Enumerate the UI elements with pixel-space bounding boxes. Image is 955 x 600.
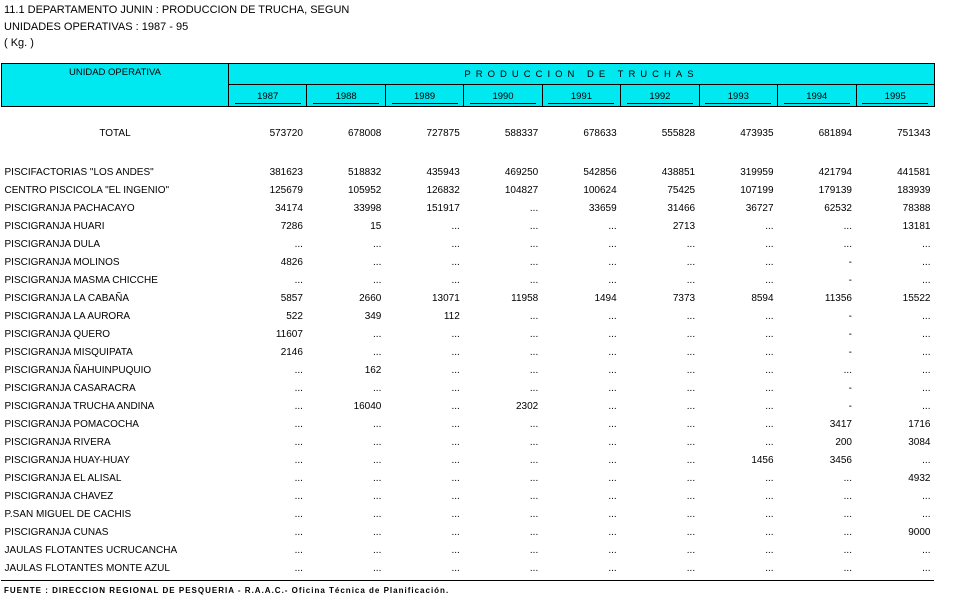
row-value: ... bbox=[686, 418, 696, 430]
row-value: 678633 bbox=[583, 127, 617, 139]
row-value: ... bbox=[765, 382, 774, 394]
row-value: 438851 bbox=[661, 166, 696, 178]
row-label: CENTRO PISCICOLA "EL INGENIO" bbox=[4, 184, 170, 196]
row-value: ... bbox=[608, 418, 617, 430]
row-label: PISCIGRANJA CUNAS bbox=[4, 526, 109, 538]
row-value: ... bbox=[765, 418, 774, 430]
row-value: ... bbox=[608, 526, 617, 538]
row-label: PISCIGRANJA HUAY-HUAY bbox=[4, 454, 130, 466]
row-value: ... bbox=[529, 418, 539, 430]
row-value: ... bbox=[294, 418, 303, 430]
row-value: 100624 bbox=[583, 184, 617, 196]
row-value: ... bbox=[373, 454, 382, 466]
row-value: ... bbox=[686, 508, 696, 520]
row-value: ... bbox=[765, 400, 774, 412]
year-header bbox=[699, 85, 777, 107]
page-title: 11.1 DEPARTAMENTO JUNIN : PRODUCCION DE TRUCHA, SEGUN bbox=[4, 4, 350, 16]
row-value: ... bbox=[922, 382, 931, 394]
row-value: ... bbox=[294, 382, 303, 394]
row-value: ... bbox=[451, 274, 460, 286]
row-value: ... bbox=[608, 382, 617, 394]
row-value: ... bbox=[843, 490, 852, 502]
row-value: ... bbox=[529, 472, 539, 484]
footer-rule bbox=[1, 580, 934, 581]
row-value: 1456 bbox=[751, 454, 774, 466]
row-value: ... bbox=[294, 544, 303, 556]
row-value: 125679 bbox=[269, 184, 303, 196]
row-value: ... bbox=[451, 418, 460, 430]
row-value: ... bbox=[922, 454, 931, 466]
year-label: 1987 bbox=[235, 91, 301, 104]
row-value: ... bbox=[686, 310, 696, 322]
row-label: PISCIGRANJA EL ALISAL bbox=[4, 472, 122, 484]
row-value: - bbox=[848, 310, 852, 322]
table-row bbox=[2, 433, 935, 451]
row-value: 15 bbox=[370, 220, 382, 232]
row-value: 62532 bbox=[824, 202, 852, 214]
row-value: ... bbox=[373, 274, 382, 286]
row-value: 469250 bbox=[504, 166, 539, 178]
row-value: 727875 bbox=[426, 127, 460, 139]
row-value: ... bbox=[843, 562, 852, 574]
row-value: - bbox=[848, 274, 852, 286]
row-label: TOTAL bbox=[99, 127, 131, 139]
year-header bbox=[778, 85, 856, 107]
row-value: ... bbox=[451, 472, 460, 484]
year-header bbox=[229, 85, 307, 107]
row-value: ... bbox=[294, 454, 303, 466]
row-value: 435943 bbox=[426, 166, 460, 178]
row-value: 681894 bbox=[818, 127, 852, 139]
row-label: PISCIGRANJA ÑAHUINPUQUIO bbox=[4, 364, 152, 376]
row-value: 2713 bbox=[672, 220, 696, 232]
row-value: 4826 bbox=[280, 256, 303, 268]
row-value: ... bbox=[765, 508, 774, 520]
row-value: 349 bbox=[364, 310, 382, 322]
row-value: ... bbox=[373, 382, 382, 394]
year-header bbox=[307, 85, 385, 107]
year-label: 1991 bbox=[548, 91, 614, 104]
year-label: 1993 bbox=[705, 91, 771, 104]
table-row bbox=[2, 343, 935, 361]
row-value: 2302 bbox=[516, 400, 539, 412]
row-value: ... bbox=[294, 490, 303, 502]
row-value: ... bbox=[529, 382, 539, 394]
row-label: PISCIGRANJA PACHACAYO bbox=[4, 202, 135, 214]
table-row bbox=[2, 379, 935, 397]
row-value: ... bbox=[843, 472, 852, 484]
row-value: ... bbox=[373, 508, 382, 520]
table-row bbox=[2, 271, 935, 289]
row-value: ... bbox=[529, 238, 539, 250]
row-value: ... bbox=[529, 544, 539, 556]
row-value: ... bbox=[843, 526, 852, 538]
spacer-row bbox=[2, 153, 935, 163]
row-value: ... bbox=[529, 364, 539, 376]
row-value: ... bbox=[922, 490, 931, 502]
table-row bbox=[2, 253, 935, 271]
table-row bbox=[2, 505, 935, 523]
row-value: ... bbox=[529, 220, 539, 232]
year-label: 1994 bbox=[784, 91, 850, 104]
row-value: ... bbox=[373, 562, 382, 574]
row-value: 151917 bbox=[426, 202, 460, 214]
table-row bbox=[2, 289, 935, 307]
row-value: ... bbox=[922, 274, 931, 286]
row-value: ... bbox=[529, 526, 539, 538]
row-value: ... bbox=[922, 328, 931, 340]
row-label: P.SAN MIGUEL DE CACHIS bbox=[4, 508, 132, 520]
row-value: ... bbox=[765, 562, 774, 574]
row-value: ... bbox=[608, 346, 617, 358]
row-value: ... bbox=[451, 328, 460, 340]
row-value: 78388 bbox=[902, 202, 931, 214]
row-value: ... bbox=[451, 562, 460, 574]
row-value: 107199 bbox=[740, 184, 774, 196]
row-value: ... bbox=[686, 382, 696, 394]
row-value: ... bbox=[765, 472, 774, 484]
table-row bbox=[2, 199, 935, 217]
row-value: ... bbox=[765, 310, 774, 322]
row-value: ... bbox=[529, 508, 539, 520]
row-value: ... bbox=[686, 400, 696, 412]
row-value: ... bbox=[608, 436, 617, 448]
row-value: ... bbox=[373, 346, 382, 358]
row-value: ... bbox=[765, 328, 774, 340]
row-value: 31466 bbox=[667, 202, 696, 214]
page-subtitle: UNIDADES OPERATIVAS : 1987 - 95 bbox=[4, 20, 189, 33]
row-value: ... bbox=[373, 238, 382, 250]
table-row bbox=[2, 523, 935, 541]
row-value: ... bbox=[294, 436, 303, 448]
row-value: 33659 bbox=[588, 202, 617, 214]
row-value: 421794 bbox=[818, 166, 852, 178]
row-value: 542856 bbox=[583, 166, 617, 178]
row-value: 11607 bbox=[275, 328, 303, 340]
row-value: ... bbox=[686, 346, 696, 358]
row-value: ... bbox=[294, 508, 303, 520]
row-value: ... bbox=[608, 472, 617, 484]
year-header bbox=[621, 85, 699, 107]
production-table bbox=[1, 63, 935, 577]
table-row bbox=[2, 325, 935, 343]
row-value: ... bbox=[529, 328, 539, 340]
row-value: ... bbox=[765, 436, 774, 448]
row-value: ... bbox=[843, 544, 852, 556]
row-value: ... bbox=[608, 238, 617, 250]
row-value: ... bbox=[529, 310, 539, 322]
row-value: ... bbox=[451, 220, 460, 232]
row-value: ... bbox=[686, 328, 696, 340]
year-label: 1995 bbox=[862, 91, 928, 104]
row-value: ... bbox=[529, 436, 539, 448]
row-value: ... bbox=[451, 256, 460, 268]
row-value: ... bbox=[843, 238, 852, 250]
row-value: ... bbox=[922, 238, 931, 250]
row-value: ... bbox=[451, 364, 460, 376]
row-label: PISCIGRANJA MISQUIPATA bbox=[4, 346, 133, 358]
row-value: 441581 bbox=[897, 166, 931, 178]
row-value: - bbox=[848, 382, 852, 394]
row-value: ... bbox=[686, 526, 696, 538]
row-value: ... bbox=[373, 490, 382, 502]
row-value: 1494 bbox=[594, 292, 617, 304]
row-label: PISCIGRANJA CHAVEZ bbox=[4, 490, 114, 502]
row-value: ... bbox=[922, 400, 931, 412]
table-row bbox=[2, 469, 935, 487]
row-value: ... bbox=[294, 526, 303, 538]
row-value: ... bbox=[451, 454, 460, 466]
row-value: ... bbox=[294, 400, 303, 412]
row-value: 7286 bbox=[280, 220, 303, 232]
table-row bbox=[2, 487, 935, 505]
row-value: ... bbox=[529, 256, 539, 268]
table-row bbox=[2, 163, 935, 181]
row-value: ... bbox=[686, 472, 696, 484]
row-value: ... bbox=[373, 526, 382, 538]
row-value: - bbox=[848, 400, 852, 412]
row-value: 5857 bbox=[280, 292, 303, 304]
row-value: 8594 bbox=[751, 292, 774, 304]
row-value: ... bbox=[922, 364, 931, 376]
row-label: JAULAS FLOTANTES UCRUCANCHA bbox=[4, 544, 178, 556]
row-value: 573720 bbox=[269, 127, 303, 139]
row-value: ... bbox=[451, 490, 460, 502]
row-value: ... bbox=[451, 400, 460, 412]
row-value: - bbox=[848, 346, 852, 358]
row-label: PISCIGRANJA CASARACRA bbox=[4, 382, 136, 394]
row-value: ... bbox=[686, 562, 696, 574]
row-value: ... bbox=[451, 382, 460, 394]
table-row bbox=[2, 541, 935, 559]
row-value: ... bbox=[686, 544, 696, 556]
row-value: ... bbox=[451, 508, 460, 520]
row-value: 16040 bbox=[353, 400, 382, 412]
row-label: PISCIGRANJA DULA bbox=[4, 238, 101, 250]
row-label: PISCIFACTORIAS "LOS ANDES" bbox=[4, 166, 154, 178]
row-value: ... bbox=[608, 454, 617, 466]
row-value: ... bbox=[451, 346, 460, 358]
row-value: 13181 bbox=[902, 220, 931, 232]
row-value: ... bbox=[294, 238, 303, 250]
row-value: ... bbox=[608, 328, 617, 340]
row-value: ... bbox=[608, 220, 617, 232]
row-label: PISCIGRANJA TRUCHA ANDINA bbox=[4, 400, 155, 412]
table-row bbox=[2, 235, 935, 253]
year-header bbox=[856, 85, 934, 107]
row-value: ... bbox=[922, 256, 931, 268]
row-value: 588337 bbox=[504, 127, 539, 139]
row-value: 105952 bbox=[348, 184, 382, 196]
row-value: ... bbox=[373, 256, 382, 268]
year-label: 1990 bbox=[470, 91, 536, 104]
row-value: ... bbox=[451, 526, 460, 538]
row-value: ... bbox=[686, 364, 696, 376]
row-value: ... bbox=[608, 310, 617, 322]
row-value: ... bbox=[686, 436, 696, 448]
row-value: ... bbox=[686, 238, 696, 250]
row-value: 13071 bbox=[432, 292, 460, 304]
table-row bbox=[2, 217, 935, 235]
row-value: 751343 bbox=[897, 127, 931, 139]
row-value: ... bbox=[765, 220, 774, 232]
source-note: FUENTE : DIRECCION REGIONAL DE PESQUERIA - R.A.A.C.- Oficina Técnica de Planificación. bbox=[4, 586, 450, 595]
unit-label: ( Kg. ) bbox=[4, 37, 34, 49]
row-value: ... bbox=[843, 508, 852, 520]
row-value: 518832 bbox=[348, 166, 382, 178]
row-label: PISCIGRANJA HUARI bbox=[4, 220, 105, 232]
row-value: ... bbox=[529, 346, 539, 358]
row-value: ... bbox=[373, 544, 382, 556]
row-value: 3456 bbox=[829, 454, 852, 466]
row-value: ... bbox=[922, 544, 931, 556]
table-row bbox=[2, 181, 935, 199]
year-label: 1988 bbox=[313, 91, 379, 104]
row-value: ... bbox=[608, 274, 617, 286]
table-row bbox=[2, 307, 935, 325]
table-row bbox=[2, 451, 935, 469]
year-label: 1992 bbox=[627, 91, 693, 104]
row-value: ... bbox=[686, 490, 696, 502]
row-label: PISCIGRANJA POMACOCHA bbox=[4, 418, 139, 430]
row-value: 522 bbox=[286, 310, 303, 322]
row-value: 112 bbox=[443, 310, 460, 322]
row-value: ... bbox=[529, 274, 539, 286]
row-value: ... bbox=[765, 238, 774, 250]
table-row bbox=[2, 559, 935, 577]
row-value: ... bbox=[765, 256, 774, 268]
spacer-cell bbox=[2, 153, 935, 163]
row-value: ... bbox=[608, 364, 617, 376]
row-value: ... bbox=[765, 526, 774, 538]
row-value: 9000 bbox=[908, 526, 931, 538]
year-header bbox=[385, 85, 463, 107]
row-value: ... bbox=[529, 490, 539, 502]
row-value: 126832 bbox=[426, 184, 460, 196]
year-header bbox=[542, 85, 620, 107]
row-value: 7373 bbox=[672, 292, 696, 304]
row-value: ... bbox=[922, 562, 931, 574]
row-value: 381623 bbox=[269, 166, 303, 178]
row-value: 200 bbox=[835, 436, 852, 448]
row-value: 34174 bbox=[275, 202, 303, 214]
row-value: 11356 bbox=[824, 292, 852, 304]
row-value: ... bbox=[373, 472, 382, 484]
row-value: 36727 bbox=[745, 202, 774, 214]
row-value: ... bbox=[529, 562, 539, 574]
row-value: 473935 bbox=[740, 127, 774, 139]
row-value: ... bbox=[765, 274, 774, 286]
row-label: JAULAS FLOTANTES MONTE AZUL bbox=[4, 562, 170, 574]
row-value: ... bbox=[686, 274, 696, 286]
row-value: ... bbox=[373, 418, 382, 430]
total-row bbox=[2, 113, 935, 153]
row-value: ... bbox=[608, 508, 617, 520]
row-value: ... bbox=[765, 544, 774, 556]
row-value: ... bbox=[294, 364, 303, 376]
row-value: ... bbox=[373, 436, 382, 448]
production-header: PRODUCCION DE TRUCHAS bbox=[229, 64, 935, 85]
row-value: 555828 bbox=[661, 127, 696, 139]
row-value: ... bbox=[373, 328, 382, 340]
row-value: 2146 bbox=[280, 346, 303, 358]
row-value: - bbox=[848, 256, 852, 268]
row-label: PISCIGRANJA MOLINOS bbox=[4, 256, 120, 268]
row-value: ... bbox=[765, 490, 774, 502]
row-value: 3084 bbox=[908, 436, 931, 448]
row-value: 3417 bbox=[829, 418, 852, 430]
row-value: ... bbox=[608, 256, 617, 268]
row-value: ... bbox=[843, 364, 852, 376]
row-value: 4932 bbox=[908, 472, 931, 484]
row-value: ... bbox=[451, 436, 460, 448]
row-value: ... bbox=[451, 544, 460, 556]
row-value: ... bbox=[843, 220, 852, 232]
table-row bbox=[2, 415, 935, 433]
row-value: 162 bbox=[364, 364, 382, 376]
row-label: PISCIGRANJA QUERO bbox=[4, 328, 111, 340]
row-value: 2660 bbox=[359, 292, 382, 304]
row-value: ... bbox=[294, 562, 303, 574]
table-row bbox=[2, 397, 935, 415]
row-value: ... bbox=[529, 454, 539, 466]
row-value: ... bbox=[765, 346, 774, 358]
row-label: PISCIGRANJA LA CABAÑA bbox=[4, 292, 129, 304]
row-value: 1716 bbox=[908, 418, 931, 430]
row-value: 75425 bbox=[667, 184, 696, 196]
table-row bbox=[2, 361, 935, 379]
row-value: ... bbox=[529, 202, 539, 214]
year-header bbox=[464, 85, 542, 107]
row-value: 678008 bbox=[348, 127, 382, 139]
row-value: 104827 bbox=[504, 184, 539, 196]
row-label: PISCIGRANJA RIVERA bbox=[4, 436, 111, 448]
row-value: ... bbox=[294, 274, 303, 286]
row-value: ... bbox=[608, 544, 617, 556]
row-value: 11958 bbox=[511, 292, 539, 304]
row-label: PISCIGRANJA MASMA CHICCHE bbox=[4, 274, 158, 286]
row-value: 179139 bbox=[818, 184, 852, 196]
row-value: ... bbox=[608, 490, 617, 502]
row-value: ... bbox=[608, 562, 617, 574]
row-value: 183939 bbox=[897, 184, 931, 196]
row-value: ... bbox=[922, 310, 931, 322]
row-value: ... bbox=[608, 400, 617, 412]
row-value: 319959 bbox=[740, 166, 774, 178]
year-label: 1989 bbox=[392, 91, 458, 104]
row-value: - bbox=[848, 328, 852, 340]
row-value: ... bbox=[765, 364, 774, 376]
unit-header: UNIDAD OPERATIVA bbox=[2, 64, 229, 107]
row-value: ... bbox=[451, 238, 460, 250]
row-value: 15522 bbox=[902, 292, 931, 304]
row-value: ... bbox=[294, 472, 303, 484]
row-value: ... bbox=[686, 256, 696, 268]
row-value: ... bbox=[922, 346, 931, 358]
row-value: ... bbox=[922, 508, 931, 520]
row-value: 33998 bbox=[353, 202, 382, 214]
row-label: PISCIGRANJA LA AURORA bbox=[4, 310, 131, 322]
title-block bbox=[4, 2, 349, 52]
row-value: ... bbox=[686, 454, 696, 466]
